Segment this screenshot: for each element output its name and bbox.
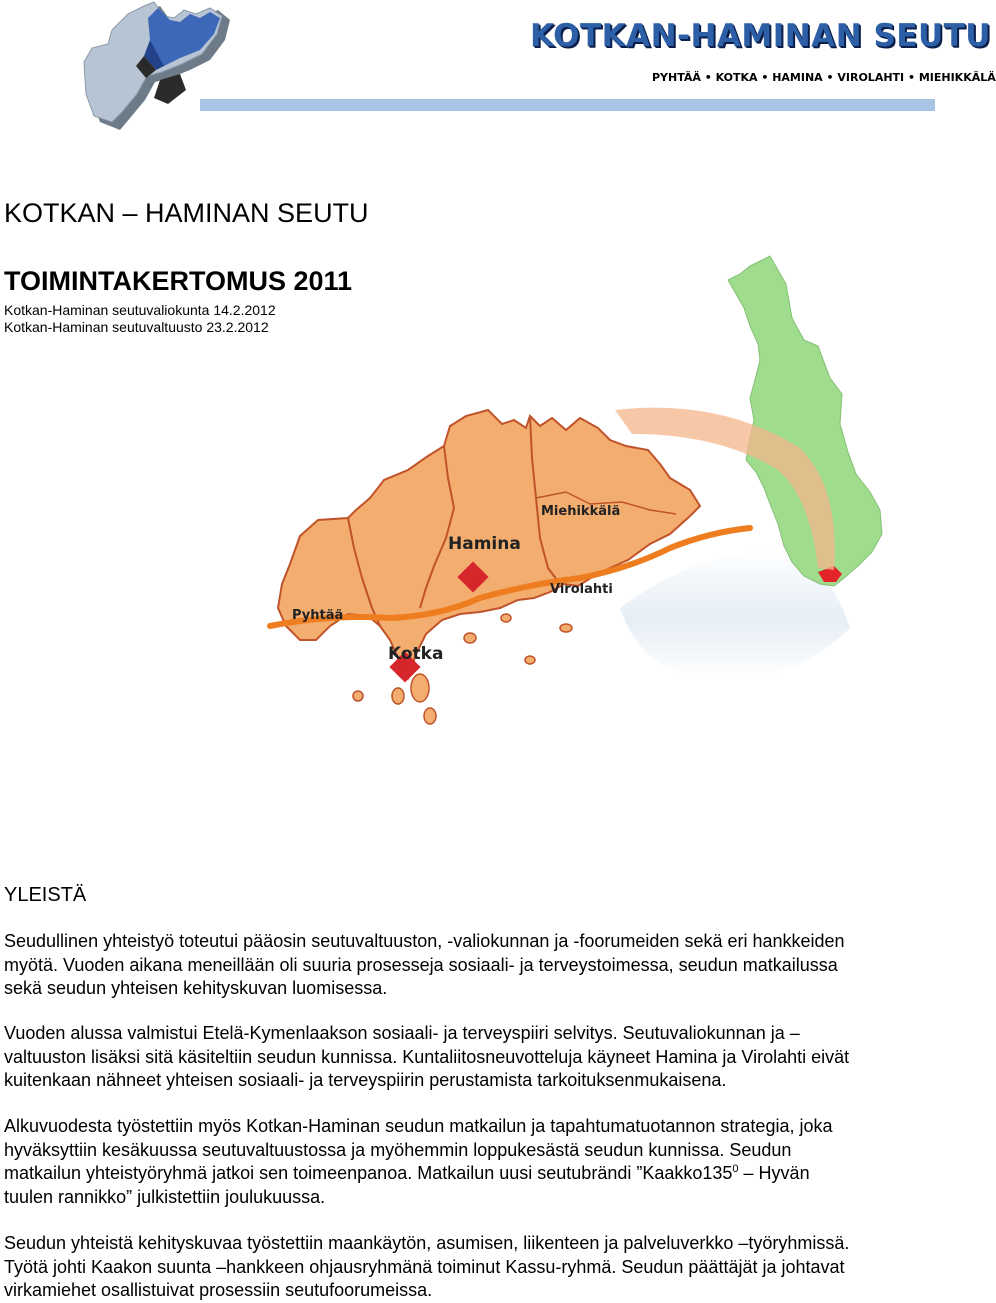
line-tail: – Hyvän xyxy=(738,1163,810,1183)
document-title: KOTKAN – HAMINAN SEUTU xyxy=(4,198,369,228)
paragraph-line: Seudun yhteistä kehityskuvaa työstettiin maankäytön, asumisen, liikenteen ja palveluverkko –työryhmissä. xyxy=(4,1233,850,1253)
brand-logo xyxy=(530,14,996,104)
paragraph-line: sekä seudun yhteisen kehityskuvan luomisessa. xyxy=(4,978,388,998)
label-pyhtaa: Pyhtää xyxy=(292,608,344,623)
paragraph-line: virkamiehet osallistuivat prosessiin seutufoorumeissa. xyxy=(4,1280,433,1300)
label-miehikkala: Miehikkälä xyxy=(541,504,621,519)
paragraph-sosiaali-terveys xyxy=(4,1022,960,1093)
region-map xyxy=(230,248,960,728)
paragraph-matkailu xyxy=(4,1115,960,1209)
label-hamina: Hamina xyxy=(448,534,521,554)
paragraph-line: myötä. Vuoden aikana meneillään oli suuria prosesseja sosiaali- ja terveystoimessa, seudun matkailussa xyxy=(4,954,838,975)
kotka-hamina-region xyxy=(278,410,700,724)
superscript-zero: 0 xyxy=(732,1163,739,1175)
paragraph-line: valtuuston lisäksi sitä käsiteltiin seudun kunnissa. Kuntaliitosneuvotteluja käyneet Hamina ja Virolahti eivät xyxy=(4,1046,850,1067)
meta-line-seutuvaliokunta: Kotkan-Haminan seutuvaliokunta 14.2.2012 xyxy=(4,302,276,318)
line-text: matkailun yhteistyöryhmä jatkoi sen toimeenpanoa. Matkailun uusi seutubrändi ”Kaakko135 xyxy=(4,1163,733,1183)
finland-shape xyxy=(728,256,882,586)
section-heading-yleista: YLEISTÄ xyxy=(4,884,87,906)
paragraph-line: Alkuvuodesta työstettiin myös Kotkan-Haminan seudun matkailun ja tapahtumatuotannon strategia, joka xyxy=(4,1116,833,1136)
paragraph-line: Vuoden alussa valmistui Etelä-Kymenlaakson sosiaali- ja terveyspiiri selvitys. Seutuvaliokunnan ja – xyxy=(4,1023,800,1043)
header-logo-map xyxy=(40,0,240,132)
label-virolahti: Virolahti xyxy=(550,582,613,597)
paragraph-line: hyväksyttiin kesäkuussa seutuvaltuustossa ja myöhemmin loppukesästä seudun kunnissa. Seudun xyxy=(4,1139,792,1160)
brand-subtitle: PYHTÄÄ • KOTKA • HAMINA • VIROLAHTI • MIEHIKKÄLÄ xyxy=(652,71,996,84)
brand-title: KOTKAN-HAMINAN SEUTU xyxy=(530,18,991,54)
report-title: TOIMINTAKERTOMUS 2011 xyxy=(4,266,353,296)
meta-line-seutuvaltuusto: Kotkan-Haminan seutuvaltuusto 23.2.2012 xyxy=(4,319,269,335)
header-divider xyxy=(200,99,935,111)
paragraph-line: Seudullinen yhteistyö toteutui pääosin seutuvaltuuston, -valiokunnan ja -foorumeiden sekä eri hankkeiden xyxy=(4,931,845,951)
paragraph-line: kuitenkaan nähneet yhteisen sosiaali- ja terveyspiirin perustamista tarkoituksenmukaisena. xyxy=(4,1070,727,1090)
paragraph-kehityskuva xyxy=(4,1232,960,1303)
paragraph-line: Työtä johti Kaakon suunta –hankkeen ohjausryhmänä toiminut Kassu-ryhmä. Seudun päättäjät ja johtavat xyxy=(4,1256,845,1277)
label-kotka: Kotka xyxy=(388,644,444,664)
paragraph-line xyxy=(4,1162,960,1186)
paragraph-yhteistyo xyxy=(4,930,960,1001)
paragraph-line: tuulen rannikko” julkistettiin joulukuussa. xyxy=(4,1186,326,1207)
